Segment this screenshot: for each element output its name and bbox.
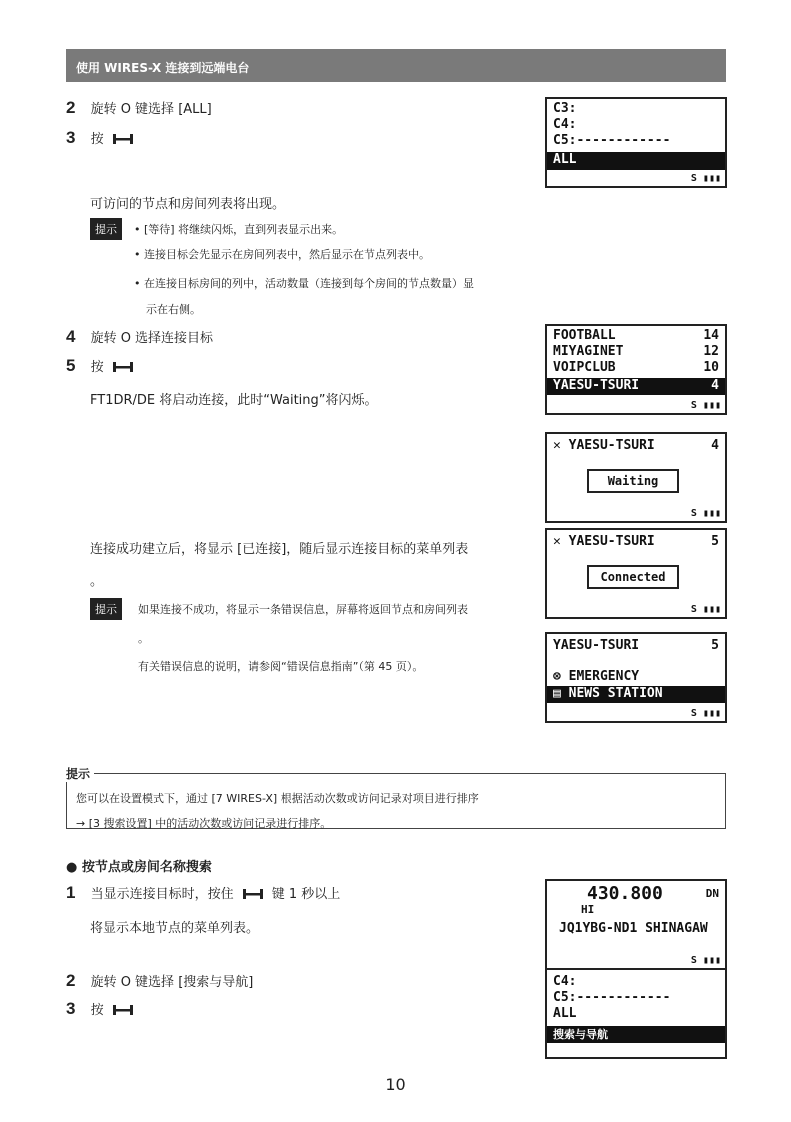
list-appears-text: 可访问的节点和房间列表将出现。	[90, 197, 286, 212]
lcd-hi: HI	[581, 903, 595, 916]
step-text: 当显示连接目标时，按住	[90, 887, 234, 902]
step-3	[66, 128, 137, 148]
lcd-count: 10	[703, 360, 719, 375]
lcd-node-line	[559, 921, 708, 936]
key-icon	[113, 134, 133, 144]
tip-box-line: → [3 搜索设置] 中的活动次数或访问记录进行排序。	[76, 817, 332, 830]
lcd-count: 5	[711, 534, 719, 549]
step-number: 3	[66, 999, 76, 1018]
lcd-screen-search	[545, 968, 727, 1059]
signal-icon: S ▮▮▮	[690, 604, 721, 615]
step-c3	[66, 999, 137, 1019]
step-text: 按	[90, 1003, 104, 1018]
connected-text-end: 。	[90, 574, 104, 589]
lcd-dn: DN	[705, 887, 719, 900]
lcd-line: C4:	[553, 117, 577, 132]
signal-icon: S ▮▮▮	[690, 400, 721, 411]
step-c1	[66, 883, 340, 903]
waiting-text: FT1DR/DE 将启动连接，此时“Waiting”将闪烁。	[90, 393, 378, 408]
key-icon	[113, 1005, 133, 1015]
tip-line: 有关错误信息的说明，请参阅“错误信息指南”（第 45 页）。	[138, 660, 424, 673]
lcd-line: ⊗ EMERGENCY	[553, 669, 640, 684]
step-number: 2	[66, 98, 76, 117]
tip-line: 示在右侧。	[146, 303, 201, 316]
section-title: ● 按节点或房间名称搜索	[66, 860, 212, 875]
step-text: 旋转 O 键选择 [ALL]	[90, 102, 212, 117]
section-header-title: 使用 WIRES-X 连接到远端电台	[76, 61, 250, 75]
lcd-selected-line: 搜索与导航	[547, 1026, 725, 1043]
lcd-node: JQ1YBG-ND1	[559, 921, 638, 936]
tip-line: • [等待] 将继续闪烁，直到列表显示出来。	[134, 223, 344, 236]
tip-line: • 连接目标会先显示在房间列表中，然后显示在节点列表中。	[134, 248, 430, 261]
tip-line: 。	[138, 632, 149, 645]
connected-box: Connected	[587, 565, 679, 589]
lcd-item: NEWS STATION	[568, 686, 663, 701]
lcd-line: C5:------------	[553, 133, 671, 148]
lcd-screen-list	[545, 97, 727, 188]
lcd-frequency: 430.800	[587, 883, 663, 904]
lcd-count: 5	[711, 638, 719, 653]
lcd-line: C4:	[553, 974, 577, 989]
lcd-line: YAESU-TSURI	[553, 378, 640, 393]
lcd-line: ▤ NEWS STATION	[553, 686, 663, 701]
lcd-title-text: YAESU-TSURI	[568, 438, 655, 453]
lcd-title-text: YAESU-TSURI	[568, 534, 655, 549]
connected-text: 连接成功建立后，将显示 [已连接]，随后显示连接目标的菜单列表	[90, 542, 469, 557]
step-number: 1	[66, 883, 76, 902]
step-number: 2	[66, 971, 76, 990]
lcd-count: 12	[703, 344, 719, 359]
local-menu-text: 将显示本地节点的菜单列表。	[90, 921, 260, 936]
lcd-line: FOOTBALL	[553, 328, 616, 343]
tip-line: 如果连接不成功，将显示一条错误信息，屏幕将返回节点和房间列表	[138, 603, 468, 616]
signal-icon: S ▮▮▮	[690, 508, 721, 519]
lcd-screen-menu	[545, 632, 727, 723]
step-4	[66, 327, 213, 347]
lcd-count: 4	[711, 438, 719, 453]
tip-line: • 在连接目标房间的列中，活动数量（连接到每个房间的节点数量）显	[134, 277, 474, 290]
lcd-line: ALL	[553, 1006, 577, 1021]
lcd-place: SHINAGAW	[645, 921, 708, 936]
signal-icon: S ▮▮▮	[690, 955, 721, 966]
lcd-count: 4	[711, 378, 719, 393]
tip-box-title: 提示	[66, 765, 94, 782]
step-number: 4	[66, 327, 76, 346]
lcd-line: MIYAGINET	[553, 344, 624, 359]
lcd-title: ✕ YAESU-TSURI	[553, 438, 655, 453]
step-text: 旋转 O 选择连接目标	[90, 331, 214, 346]
waiting-box: Waiting	[587, 469, 679, 493]
step-text: 旋转 O 键选择 [搜索与导航]	[90, 975, 254, 990]
step-text: 按	[90, 132, 104, 147]
lcd-screen-waiting	[545, 432, 727, 523]
lcd-title: YAESU-TSURI	[553, 638, 640, 653]
lcd-item: EMERGENCY	[568, 669, 640, 684]
lcd-count: 14	[703, 328, 719, 343]
key-icon	[113, 362, 133, 372]
lcd-screen-freq	[545, 879, 727, 970]
signal-icon: S ▮▮▮	[690, 173, 721, 184]
tip-box-line: 您可以在设置模式下，通过 [7 WIRES-X] 根据活动次数或访问记录对项目进行排序	[76, 792, 479, 805]
lcd-line: VOIPCLUB	[553, 360, 616, 375]
lcd-line: C3:	[553, 101, 577, 116]
lcd-title: ✕ YAESU-TSURI	[553, 534, 655, 549]
signal-icon: S ▮▮▮	[690, 708, 721, 719]
step-number: 3	[66, 128, 76, 147]
step-c2	[66, 971, 253, 991]
step-5	[66, 356, 137, 376]
step-text: 按	[90, 360, 104, 375]
lcd-screen-connected	[545, 528, 727, 619]
lcd-selected-line: ALL	[547, 152, 725, 170]
step-number: 5	[66, 356, 76, 375]
key-icon	[243, 889, 263, 899]
step-2	[66, 98, 212, 118]
lcd-screen-rooms	[545, 324, 727, 415]
tip-badge: 提示	[90, 598, 122, 620]
tip-badge: 提示	[90, 218, 122, 240]
step-text: 键 1 秒以上	[271, 887, 341, 902]
page-number: 10	[385, 1075, 406, 1094]
lcd-line: C5:------------	[553, 990, 671, 1005]
section-header	[66, 49, 726, 82]
